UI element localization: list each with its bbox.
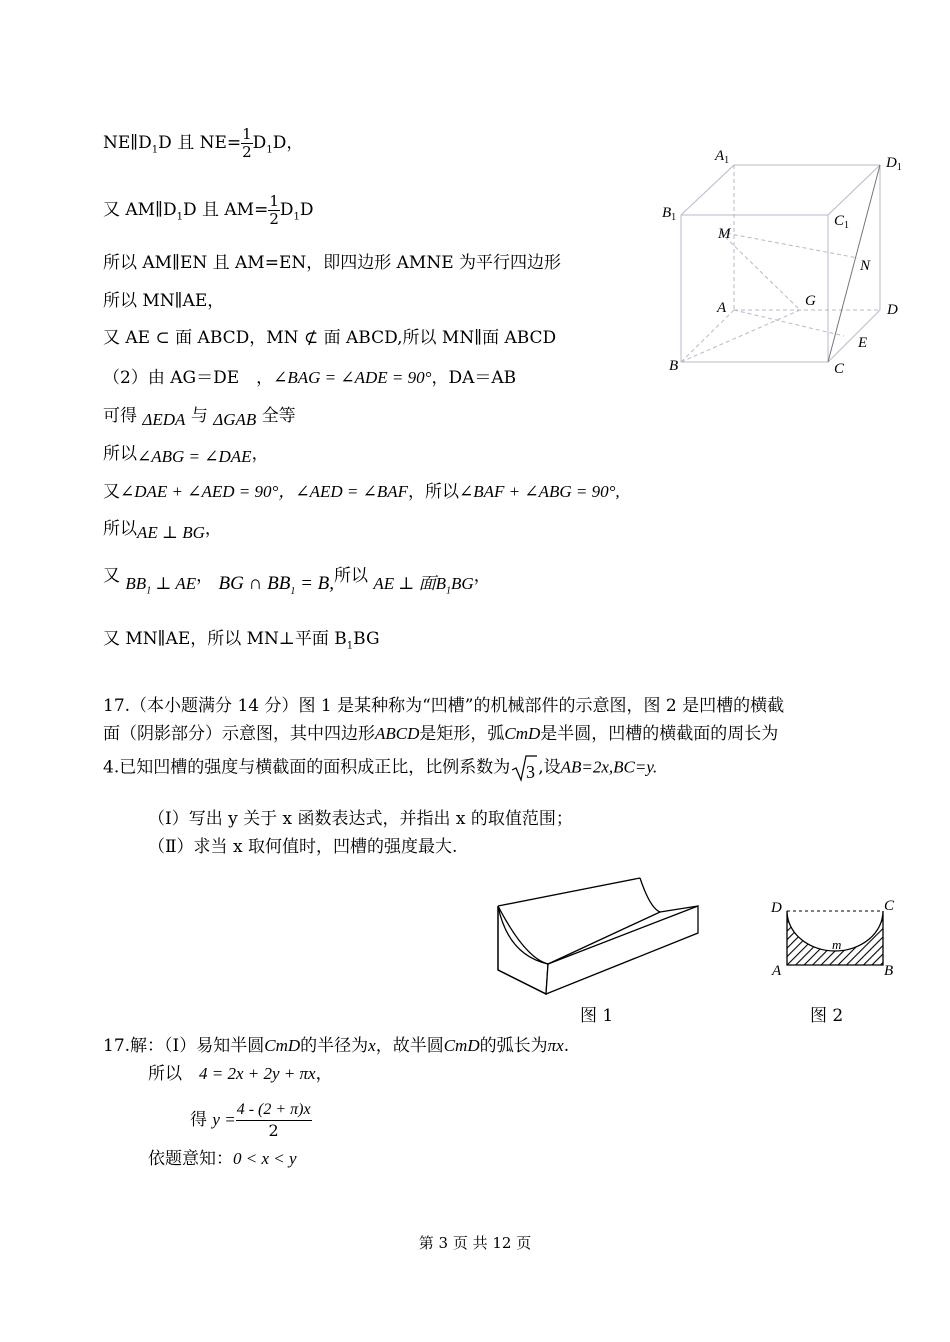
line-11: 又 $BB_1$ ⊥ AE， BG ∩ $BB_1 = B$,所以 AE ⊥ 面$B_1BG$， [103,566,491,597]
segment-m-g [720,232,800,310]
svg-text:3: 3 [526,762,536,782]
figure-1-caption: 图 1 [580,1006,614,1026]
problem-line-2: 面（阴影部分）示意图，其中四边形ABCD是矩形，弧CmD是半圆，凹槽的横截面的周长为 [103,724,779,744]
fraction-half: $\frac{1}{2}$ [269,192,279,228]
groove-top-left-edge [498,878,640,906]
line-8: 所以∠ABG = ∠DAE， [103,444,269,466]
line-2: 又 $AM\parallel D_1D$ 且 AM= $\frac{1}{2}$ $D_1D$ [103,192,314,228]
label-fig2-m: m [832,937,842,952]
fraction-half: $\frac{1}{2}$ [242,125,252,161]
cube-figure [660,140,902,380]
label-a1: $A_1$ [715,148,730,166]
segment-m-n [720,232,858,258]
label-g: G [805,293,816,309]
question-1: （Ⅰ）写出 y 关于 x 函数表达式，并指出 x 的取值范围； [148,809,573,829]
edge-c-d [828,310,880,362]
label-e: E [858,335,868,351]
edge-c1-d1 [828,165,880,215]
solution-line-1: 17.解：（Ⅰ）易知半圆CmD的半径为x，故半圆CmD的弧长为πx. [103,1036,570,1056]
segment-b-g [681,310,800,362]
label-d: D [887,302,898,318]
line-4: 所以 MN∥AE， [103,291,225,311]
solution-line-4: 依题意知：0 < x < y [148,1149,297,1169]
fraction-y: $\frac{4 - (2 + \pi)x}{2}$ [236,1101,311,1140]
edge-a-b [681,310,734,362]
line-6: （2）由 AG＝DE ，∠BAG = ∠ADE = 90°，DA＝AB [103,368,517,388]
segment-c-d1 [828,165,880,362]
groove-inner-arc [640,878,660,912]
line-1: $NE\parallel D_1D$ 且 NE= $\frac{1}{2}$ $D_1D$， [103,125,304,161]
problem-line-1: 17.（本小题满分 14 分）图 1 是某种称为“凹槽”的机械部件的示意图，图 2 是凹槽的横截 [103,696,785,716]
label-b1: $B_1$ [662,205,677,223]
label-c1: $C_1$ [834,213,850,231]
label-fig2-c: C [884,898,895,914]
label-fig2-b: B [884,963,894,979]
line-9: 又∠DAE + ∠AED = 90°，∠AED = ∠BAF，所以∠BAF + ∠ABG = 90°, [103,482,620,502]
edge-a1-b1 [681,165,734,215]
label-fig2-a: A [772,963,782,979]
label-d1: $D_1$ [886,155,902,173]
solution-line-2: 所以 4 = 2x + 2y + πx， [148,1064,333,1084]
figure-1-groove [490,870,710,1000]
page-footer: 第 3 页 共 12 页 [418,1234,532,1252]
label-fig2-d: D [771,900,782,916]
figure-2-cross-section [765,893,905,983]
line-10: 所以AE ⊥ BG， [103,519,222,542]
line-3: 所以 AM∥EN 且 AM=EN，即四边形 AMNE 为平行四边形 [103,253,562,273]
figure-2-caption: 图 2 [810,1006,844,1026]
line-12: 又 MN∥AE，所以 MN⊥平面 $B_1BG$ [103,629,380,652]
line-7: 可得 ΔEDA 与 ΔGAB 全等 [103,406,296,429]
groove-back-face [498,906,548,994]
question-2: （Ⅱ）求当 x 取何值时，凹槽的强度最大. [148,837,458,857]
groove-front-face [546,906,698,994]
sqrt-symbol [510,753,538,783]
solution-line-3: 得 y = $\frac{4 - (2 + \pi)x}{2}$ [190,1101,311,1140]
label-a: A [717,300,727,316]
line-5: 又 AE ⊂ 面 ABCD，MN ⊄ 面 ABCD,所以 MN∥面 ABCD [103,328,557,348]
label-c: C [834,361,845,377]
label-m: M [718,226,731,242]
problem-line-3: 4.已知凹槽的强度与横截面的面积成正比，比例系数为 3 ,设AB=2x,BC=y. [103,753,657,783]
label-b: B [669,358,679,374]
label-n: N [860,258,871,274]
